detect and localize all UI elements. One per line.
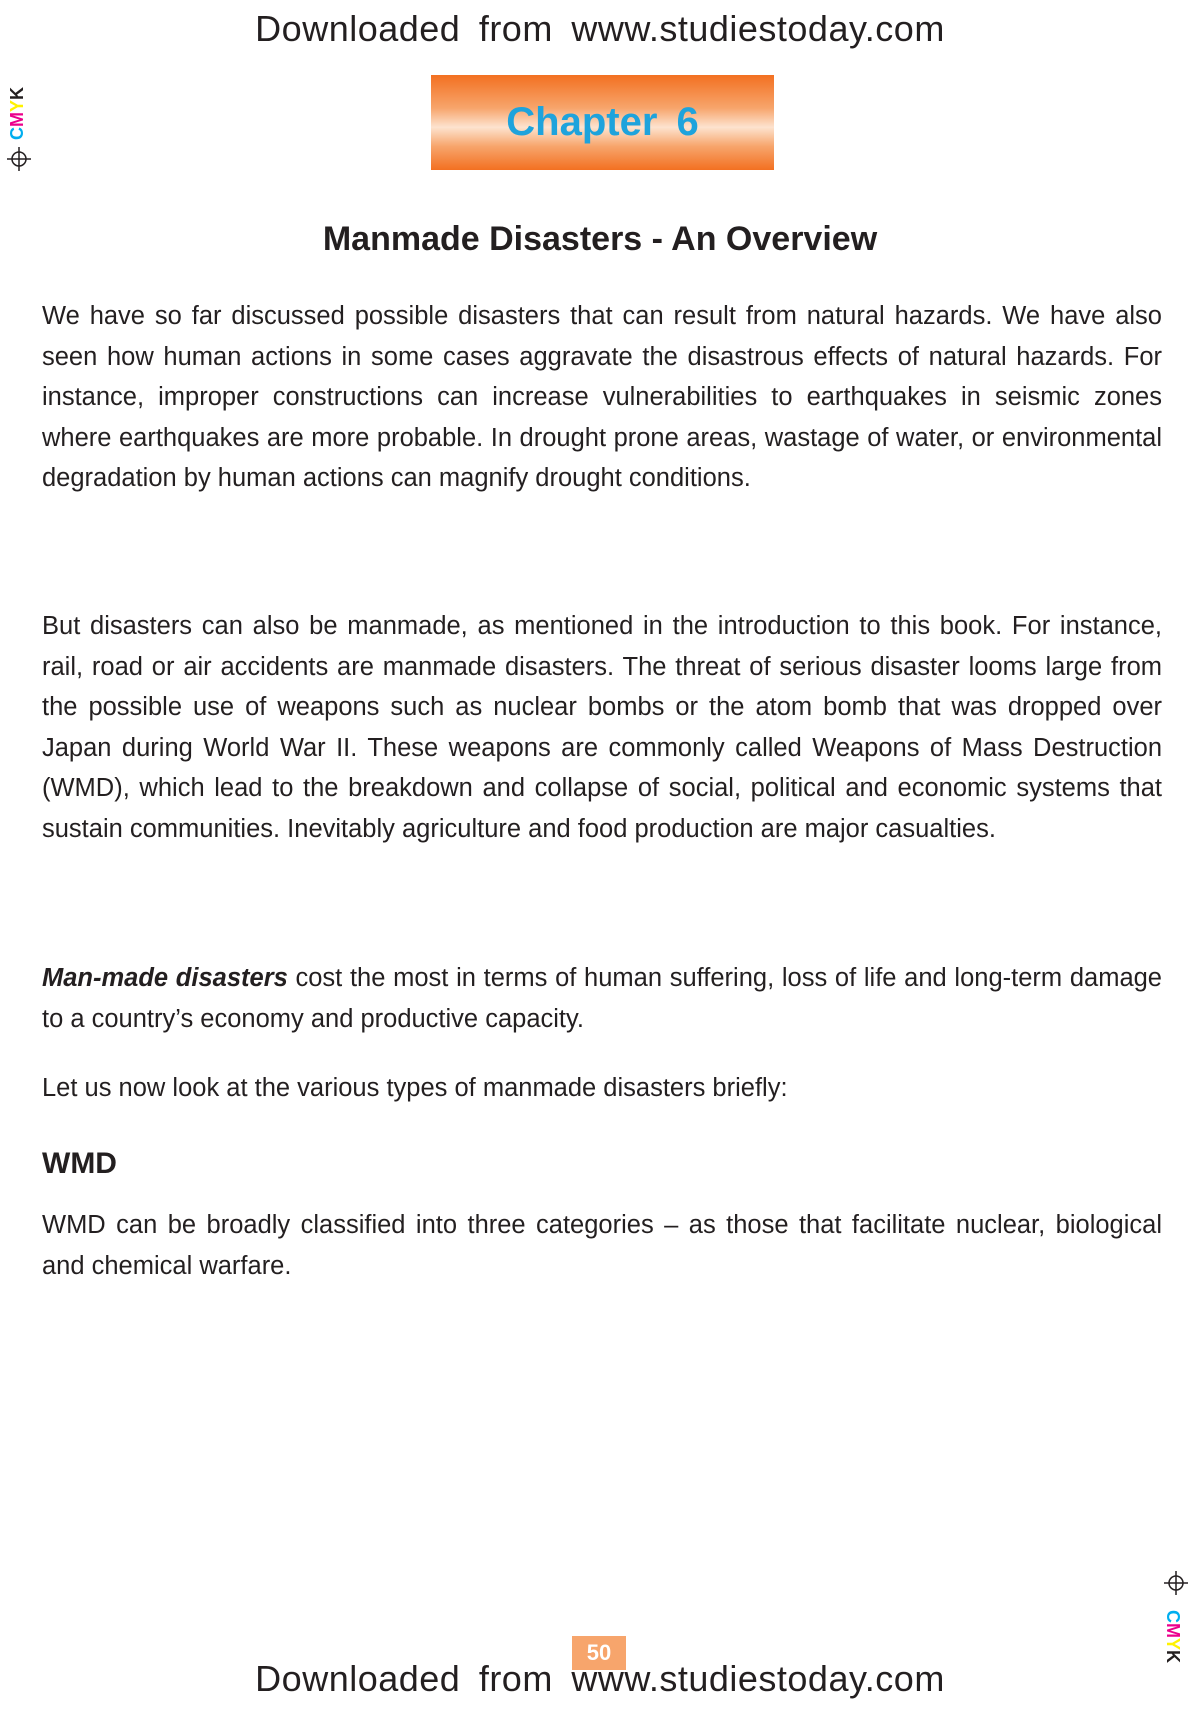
paragraph-lead-in: Let us now look at the various types of manmade disasters briefly: xyxy=(42,1074,788,1102)
cmyk-color-bar: CMYK xyxy=(7,86,27,140)
chapter-label: Chapter 6 xyxy=(506,100,699,144)
registration-mark-icon xyxy=(6,146,32,172)
page-title: Manmade Disasters - An Overview xyxy=(322,220,878,258)
watermark-top: Downloaded from www.studiestoday.com xyxy=(255,8,945,49)
emphasis-term: Man-made disasters xyxy=(42,964,288,992)
section-heading-wmd: WMD xyxy=(42,1147,117,1180)
cmyk-color-bar: CMYK xyxy=(1163,1610,1183,1664)
watermark-bottom: Downloaded from www.studiestoday.com xyxy=(255,1658,945,1699)
chapter-banner xyxy=(431,75,774,170)
paragraph-cost xyxy=(42,958,1162,1039)
paragraph-intro: We have so far discussed possible disasters that can result from natural hazards. We have also seen how human actions in some cases aggravate the disastrous effects of natural hazards. For instance, improper constructions can increase vulnerabilities to earthquakes in seismic zones where earthquakes are more probable. In drought prone areas, wastage of water, or environmental degradation by human actions can magnify drought conditions. xyxy=(42,302,1162,492)
paragraph-wmd: WMD can be broadly classified into three categories – as those that facilitate nuclear, biological and chemical warfare. xyxy=(42,1211,1162,1280)
page-number: 50 xyxy=(572,1636,626,1670)
paragraph-manmade: But disasters can also be manmade, as mentioned in the introduction to this book. For instance, rail, road or air accidents are manmade disasters. The threat of serious disaster looms large from the possible use of weapons such as nuclear bombs or the atom bomb that was dropped over Japan during World War II. These weapons are commonly called Weapons of Mass Destruction (WMD), which lead to the breakdown and collapse of social, political and economic systems that sustain communities. Inevitably agriculture and food production are major casualties. xyxy=(42,612,1162,843)
registration-mark-icon xyxy=(1163,1570,1189,1596)
paragraph-cost-text: cost the most in terms of human suffering, loss of life and long-term damage to a country’s economy and productive capacity. xyxy=(42,964,1162,1033)
